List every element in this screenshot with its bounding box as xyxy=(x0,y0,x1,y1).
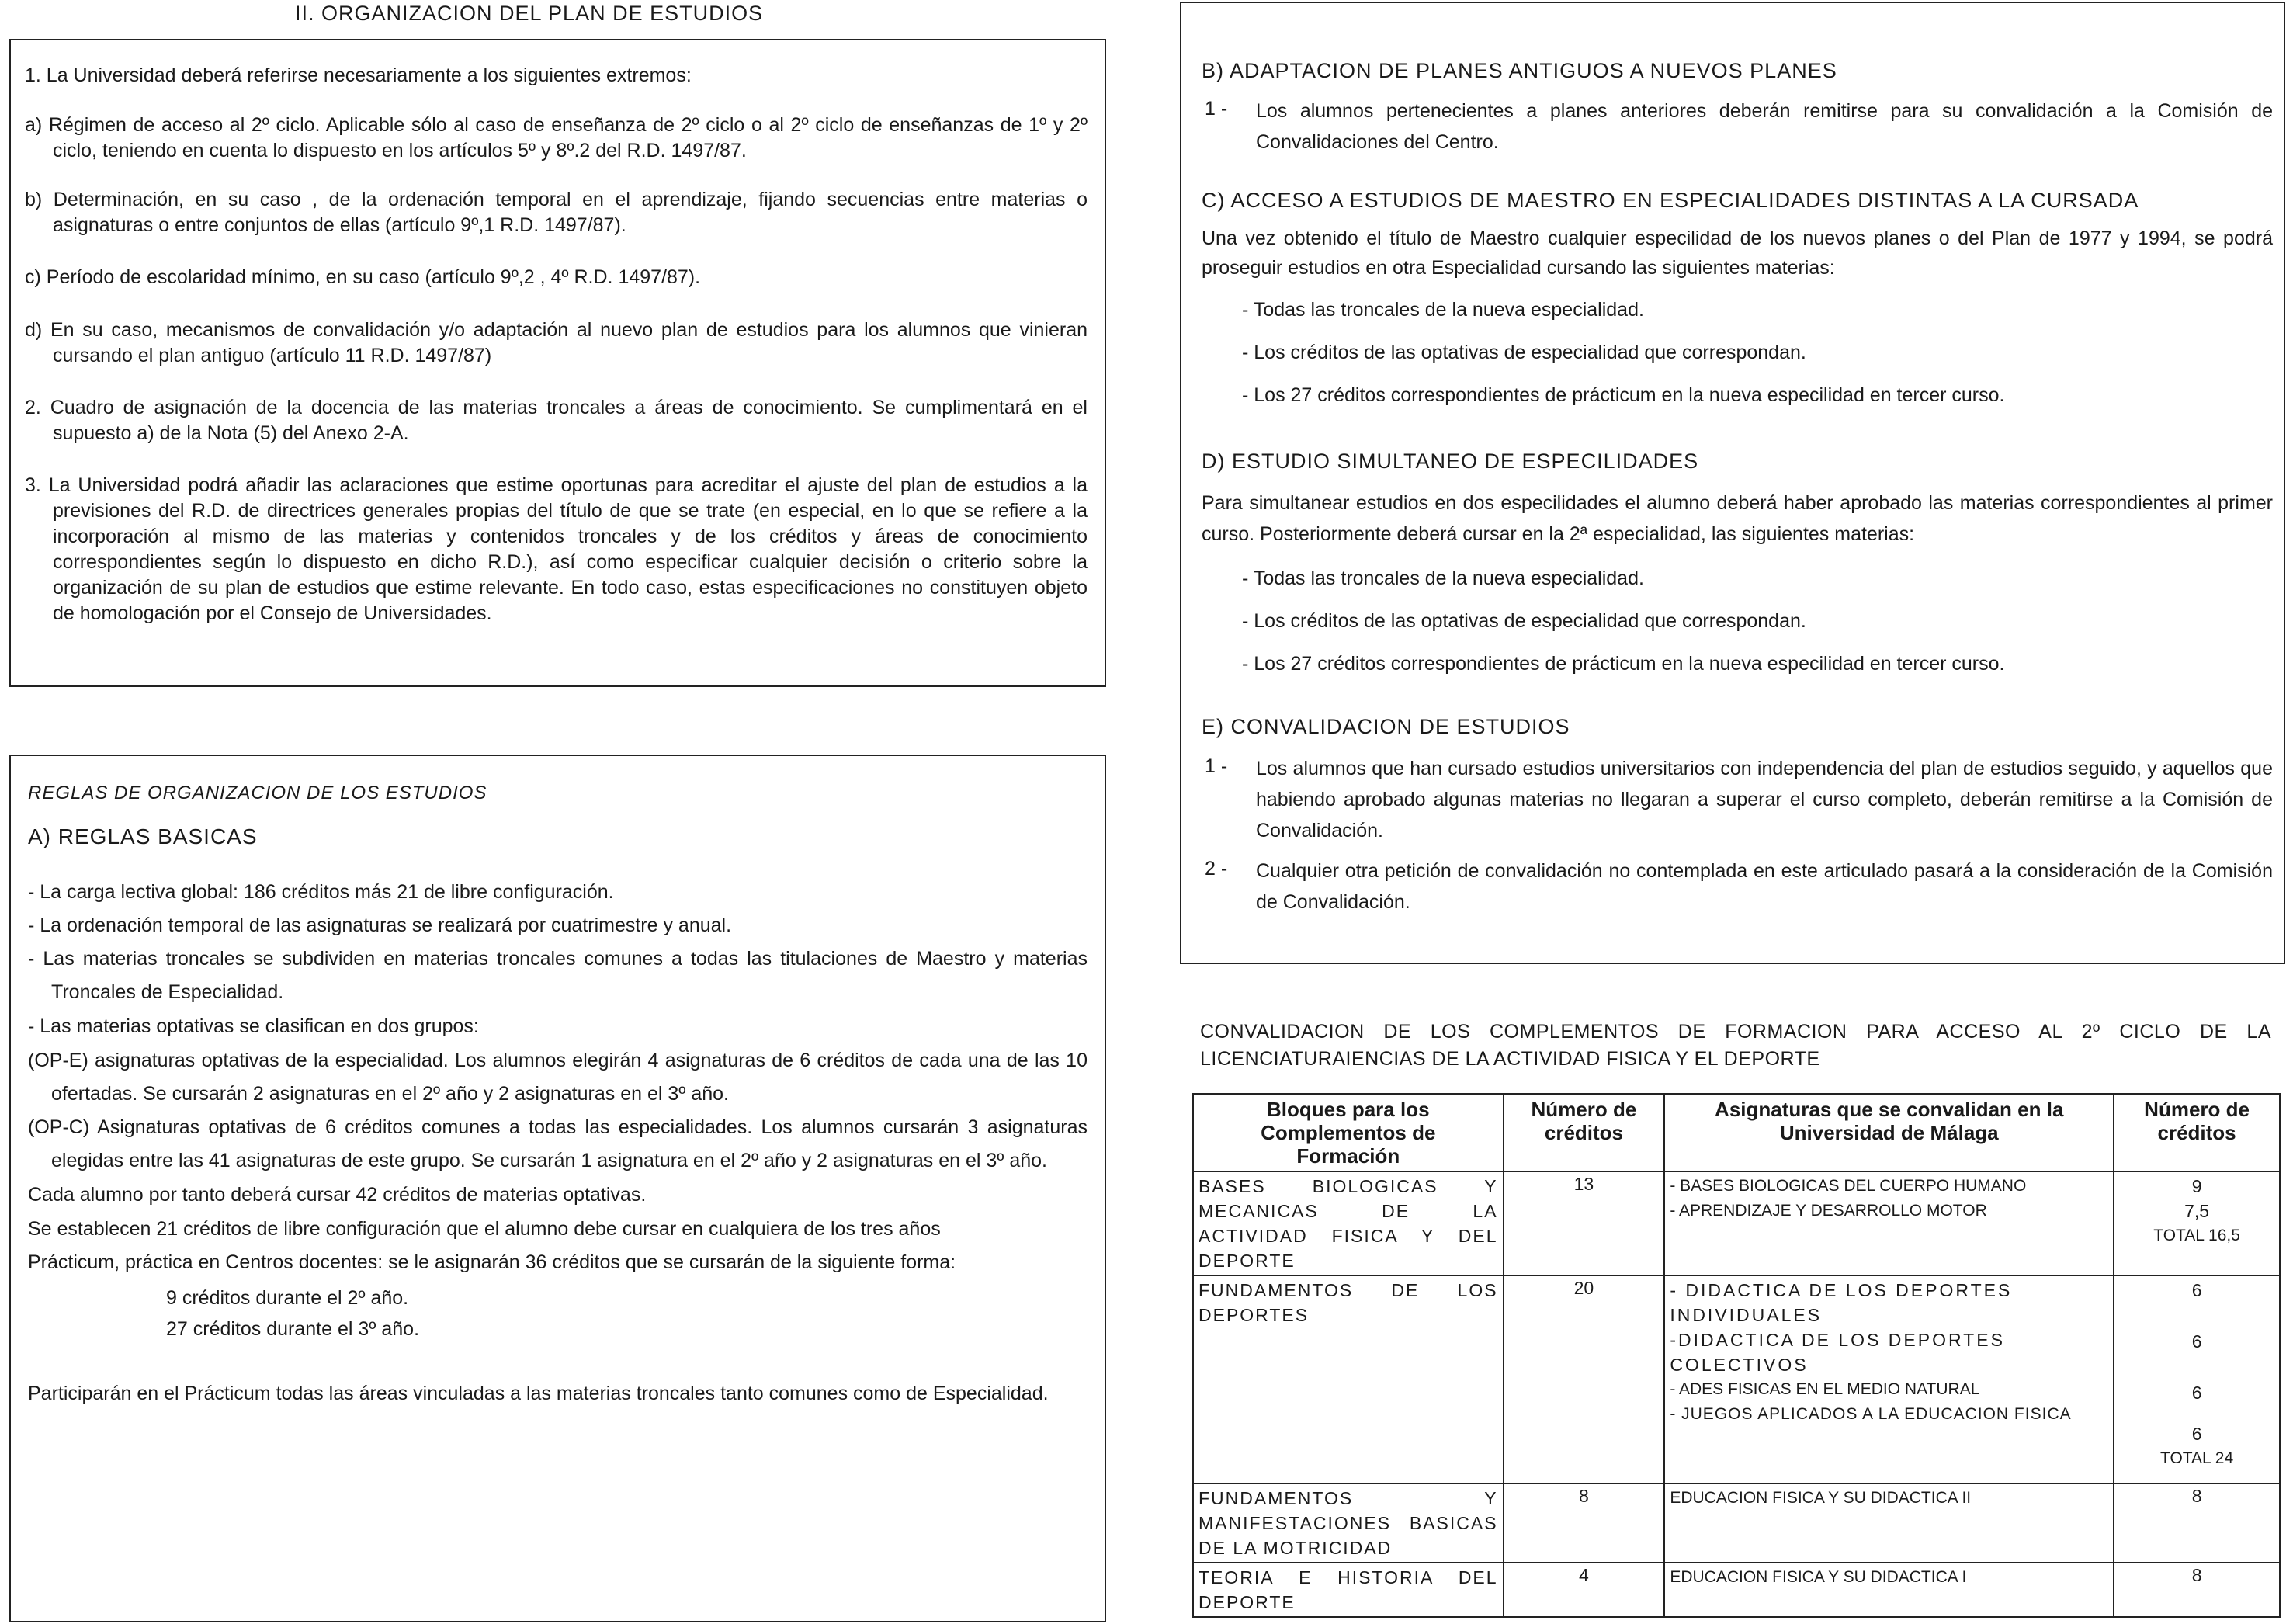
asignaturas-cell xyxy=(1664,1171,2114,1275)
num-value: 6 xyxy=(2191,1383,2202,1403)
item-3: 3. La Universidad podrá añadir las aclaraciones que estime oportunas para acreditar el ajuste del plan de estudios a la previsiones del R.D. de directrices generales propias del título de que se trate (en especial, en lo que se refiere a la incorporación al mismo de las materias y contenidos troncales y de los créditos y áreas de conocimiento correspondientes según lo dispuesto en dicho R.D.), así como especificar cualquier decisión o criterio sobre la organización de su plan de estudios que estime relevante. En todo caso, estas especificaciones no constituyen objeto de homologación por el Consejo de Universidades. xyxy=(25,474,1088,624)
num-total: TOTAL 16,5 xyxy=(2153,1227,2240,1244)
item-number: 1 - xyxy=(1205,98,1228,120)
section-c-title: C) ACCESO A ESTUDIOS DE MAESTRO EN ESPECIALIDADES DISTINTAS A LA CURSADA xyxy=(1202,189,2139,212)
table-row xyxy=(1193,1483,2280,1563)
num-cell xyxy=(2114,1171,2280,1275)
num-total: TOTAL 24 xyxy=(2160,1449,2234,1467)
column-header: Asignaturas que se convalidan en la Universidad de Málaga xyxy=(1664,1094,2114,1171)
table-row xyxy=(1193,1563,2280,1617)
regla-line: - Las materias troncales se subdividen en materias troncales comunes a todas las titulaciones de Maestro y materias Troncales de Especialidad. xyxy=(28,948,1088,1003)
closing-paragraph: Participarán en el Prácticum todas las áreas vinculadas a las materias troncales tanto comunes como de Especialidad. xyxy=(28,1383,1049,1404)
regla-line: - Las materias optativas se clasifican en dos grupos: xyxy=(28,1015,479,1037)
item-a: a) Régimen de acceso al 2º ciclo. Aplicable sólo al caso de enseñanza de 2º ciclo o al 2º ciclo de enseñanzas de 1º y 2º ciclo, teniendo en cuenta lo dispuesto en los artículos 5º y 8º.2 del R.D. 1497/87. xyxy=(25,114,1088,161)
item-b: b) Determinación, en su caso , de la ordenación temporal en el aprendizaje, fijando secuencias entre materias o asignaturas o entre conjuntos de ellas (artículo 9º,1 R.D. 1497/87). xyxy=(25,189,1088,236)
list-item: - Los créditos de las optativas de especialidad que correspondan. xyxy=(1242,342,1806,363)
num-value: 8 xyxy=(2191,1486,2202,1506)
asignatura: - APRENDIZAJE Y DESARROLLO MOTOR xyxy=(1670,1202,1987,1220)
num-value: 7,5 xyxy=(2184,1201,2210,1221)
creditos-cell: 20 xyxy=(1504,1275,1665,1483)
regla-line: (OP-C) Asignaturas optativas de 6 créditos comunes a todas las especialidades. Los alumnos cursarán 3 asignaturas elegidas entre las 41 asignaturas de este grupo. Se cursarán 1 asignatura en el 2º año y 2 asignaturas en el 3º año. xyxy=(28,1116,1088,1171)
practicum-line: 27 créditos durante el 3º año. xyxy=(166,1318,420,1340)
bloque-cell: TEORIA E HISTORIA DEL DEPORTE xyxy=(1193,1563,1504,1617)
reglas-box xyxy=(9,755,1106,1622)
bloque-cell: FUNDAMENTOS Y MANIFESTACIONES BASICAS DE LA MOTRICIDAD xyxy=(1193,1483,1504,1563)
item-c: c) Período de escolaridad mínimo, en su caso (artículo 9º,2 , 4º R.D. 1497/87). xyxy=(25,266,701,288)
regla-line: (OP-E) asignaturas optativas de la especialidad. Los alumnos elegirán 4 asignaturas de 6 créditos de cada una de las 10 ofertadas. Se cursarán 2 asignaturas en el 2º año y 2 asignaturas en el 3º año. xyxy=(28,1050,1088,1105)
reglas-title: REGLAS DE ORGANIZACION DE LOS ESTUDIOS xyxy=(28,783,487,803)
item-2: 2. Cuadro de asignación de la docencia de las materias troncales a áreas de conocimiento. Se cumplimentará en el supuesto a) de la Nota (5) del Anexo 2-A. xyxy=(25,397,1088,444)
list-item: - Los 27 créditos correspondientes de prácticum en la nueva especilidad en tercer curso. xyxy=(1242,653,2005,675)
creditos-cell: 8 xyxy=(1504,1483,1665,1563)
section-c-list xyxy=(1202,289,2273,417)
asignatura: -DIDACTICA DE LOS DEPORTES COLECTIVOS xyxy=(1670,1330,2005,1375)
section-b-title: B) ADAPTACION DE PLANES ANTIGUOS A NUEVOS PLANES xyxy=(1202,59,1837,82)
num-value: 8 xyxy=(2191,1565,2202,1585)
section-d-intro: Para simultanear estudios en dos especilidades el alumno deberá haber aprobado las materias correspondientes al primer curso. Posteriormente deberá cursar en la 2ª especialidad, las siguientes materias: xyxy=(1202,492,2273,545)
asignaturas-cell xyxy=(1664,1483,2114,1563)
asignatura: - ADES FISICAS EN EL MEDIO NATURAL xyxy=(1670,1380,1980,1398)
num-value: 6 xyxy=(2191,1280,2202,1300)
section-d-title: D) ESTUDIO SIMULTANEO DE ESPECILIDADES xyxy=(1202,449,1699,473)
num-value: 9 xyxy=(2191,1176,2202,1196)
asignatura: - BASES BIOLOGICAS DEL CUERPO HUMANO xyxy=(1670,1177,2027,1195)
practicum-line: 9 créditos durante el 2º año. xyxy=(166,1287,409,1309)
reglas-list xyxy=(28,876,1088,1408)
regla-line: Cada alumno por tanto deberá cursar 42 créditos de materias optativas. xyxy=(28,1184,647,1206)
column-header: Bloques para los Complementos de Formación xyxy=(1193,1094,1504,1171)
section-e-item xyxy=(1202,855,2273,918)
section-d-list xyxy=(1202,557,2273,685)
list-item: - Todas las troncales de la nueva especialidad. xyxy=(1242,299,1644,321)
item-number: 1 - xyxy=(1205,755,1228,777)
organizacion-box xyxy=(9,39,1106,687)
asignatura: EDUCACION FISICA Y SU DIDACTICA II xyxy=(1670,1489,1972,1507)
regla-line: - La carga lectiva global: 186 créditos más 21 de libre configuración. xyxy=(28,881,614,903)
column-header: Número de créditos xyxy=(2114,1094,2280,1171)
creditos-cell: 13 xyxy=(1504,1171,1665,1275)
column-header: Número de créditos xyxy=(1504,1094,1665,1171)
list-item: - Los créditos de las optativas de especialidad que correspondan. xyxy=(1242,610,1806,632)
item-d: d) En su caso, mecanismos de convalidación y/o adaptación al nuevo plan de estudios para los alumnos que vinieran cursando el plan antiguo (artículo 11 R.D. 1497/87) xyxy=(25,319,1088,366)
convalidacion-table xyxy=(1192,1093,2281,1618)
item-text: Cualquier otra petición de convalidación no contemplada en este articulado pasará a la consideración de la Comisión de Convalidación. xyxy=(1256,860,2273,913)
table-header-row xyxy=(1193,1094,2280,1171)
regla-line: - La ordenación temporal de las asignaturas se realizará por cuatrimestre y anual. xyxy=(28,914,732,936)
num-value: 6 xyxy=(2191,1424,2202,1444)
num-cell xyxy=(2114,1275,2280,1483)
creditos-cell: 4 xyxy=(1504,1563,1665,1617)
item-number: 2 - xyxy=(1205,858,1228,880)
section-title-organizacion: II. ORGANIZACION DEL PLAN DE ESTUDIOS xyxy=(295,2,764,25)
num-cell xyxy=(2114,1563,2280,1617)
asignatura: EDUCACION FISICA Y SU DIDACTICA I xyxy=(1670,1568,1967,1586)
asignatura: - DIDACTICA DE LOS DEPORTES INDIVIDUALES xyxy=(1670,1280,2013,1325)
adaptacion-box xyxy=(1180,2,2285,964)
reglas-basicas-subtitle: A) REGLAS BASICAS xyxy=(28,824,258,848)
intro-paragraph: 1. La Universidad deberá referirse necesariamente a los siguientes extremos: xyxy=(25,64,692,86)
list-item: - Todas las troncales de la nueva especialidad. xyxy=(1242,567,1644,589)
bloque-cell: FUNDAMENTOS DE LOS DEPORTES xyxy=(1193,1275,1504,1483)
convalidacion-heading: CONVALIDACION DE LOS COMPLEMENTOS DE FORMACION PARA ACCESO AL 2º CICLO DE LA LICENCIATURAIENCIAS DE LA ACTIVIDAD FISICA Y EL DEPORTE xyxy=(1200,1021,2271,1070)
section-b-item xyxy=(1202,95,2273,158)
section-e-item xyxy=(1202,753,2273,846)
table-row xyxy=(1193,1171,2280,1275)
bloque-cell: BASES BIOLOGICAS Y MECANICAS DE LA ACTIVIDAD FISICA Y DEL DEPORTE xyxy=(1193,1171,1504,1275)
asignatura: - JUEGOS APLICADOS A LA EDUCACION FISICA xyxy=(1670,1405,2072,1423)
list-item: - Los 27 créditos correspondientes de prácticum en la nueva especilidad en tercer curso. xyxy=(1242,384,2005,406)
table-row xyxy=(1193,1275,2280,1483)
section-c-intro: Una vez obtenido el título de Maestro cualquier especilidad de los nuevos planes o del Plan de 1977 y 1994, se podrá proseguir estudios en otra Especialidad cursando las siguientes materias: xyxy=(1202,227,2273,279)
asignaturas-cell xyxy=(1664,1275,2114,1483)
num-value: 6 xyxy=(2191,1331,2202,1352)
asignaturas-cell xyxy=(1664,1563,2114,1617)
item-text: Los alumnos que han cursado estudios universitarios con independencia del plan de estudios seguido, y aquellos que habiendo aprobado algunas materias no llegaran a superar el curso completo, deberán remitirse a la Comisión de Convalidación. xyxy=(1256,758,2273,841)
item-text: Los alumnos pertenecientes a planes anteriores deberán remitirse para su convalidación a la Comisión de Convalidaciones del Centro. xyxy=(1256,100,2273,153)
regla-line: Prácticum, práctica en Centros docentes: se le asignarán 36 créditos que se cursarán de la siguiente forma: xyxy=(28,1251,956,1273)
section-e-title: E) CONVALIDACION DE ESTUDIOS xyxy=(1202,715,1570,738)
regla-line: Se establecen 21 créditos de libre configuración que el alumno debe cursar en cualquiera de los tres años xyxy=(28,1218,941,1240)
num-cell xyxy=(2114,1483,2280,1563)
